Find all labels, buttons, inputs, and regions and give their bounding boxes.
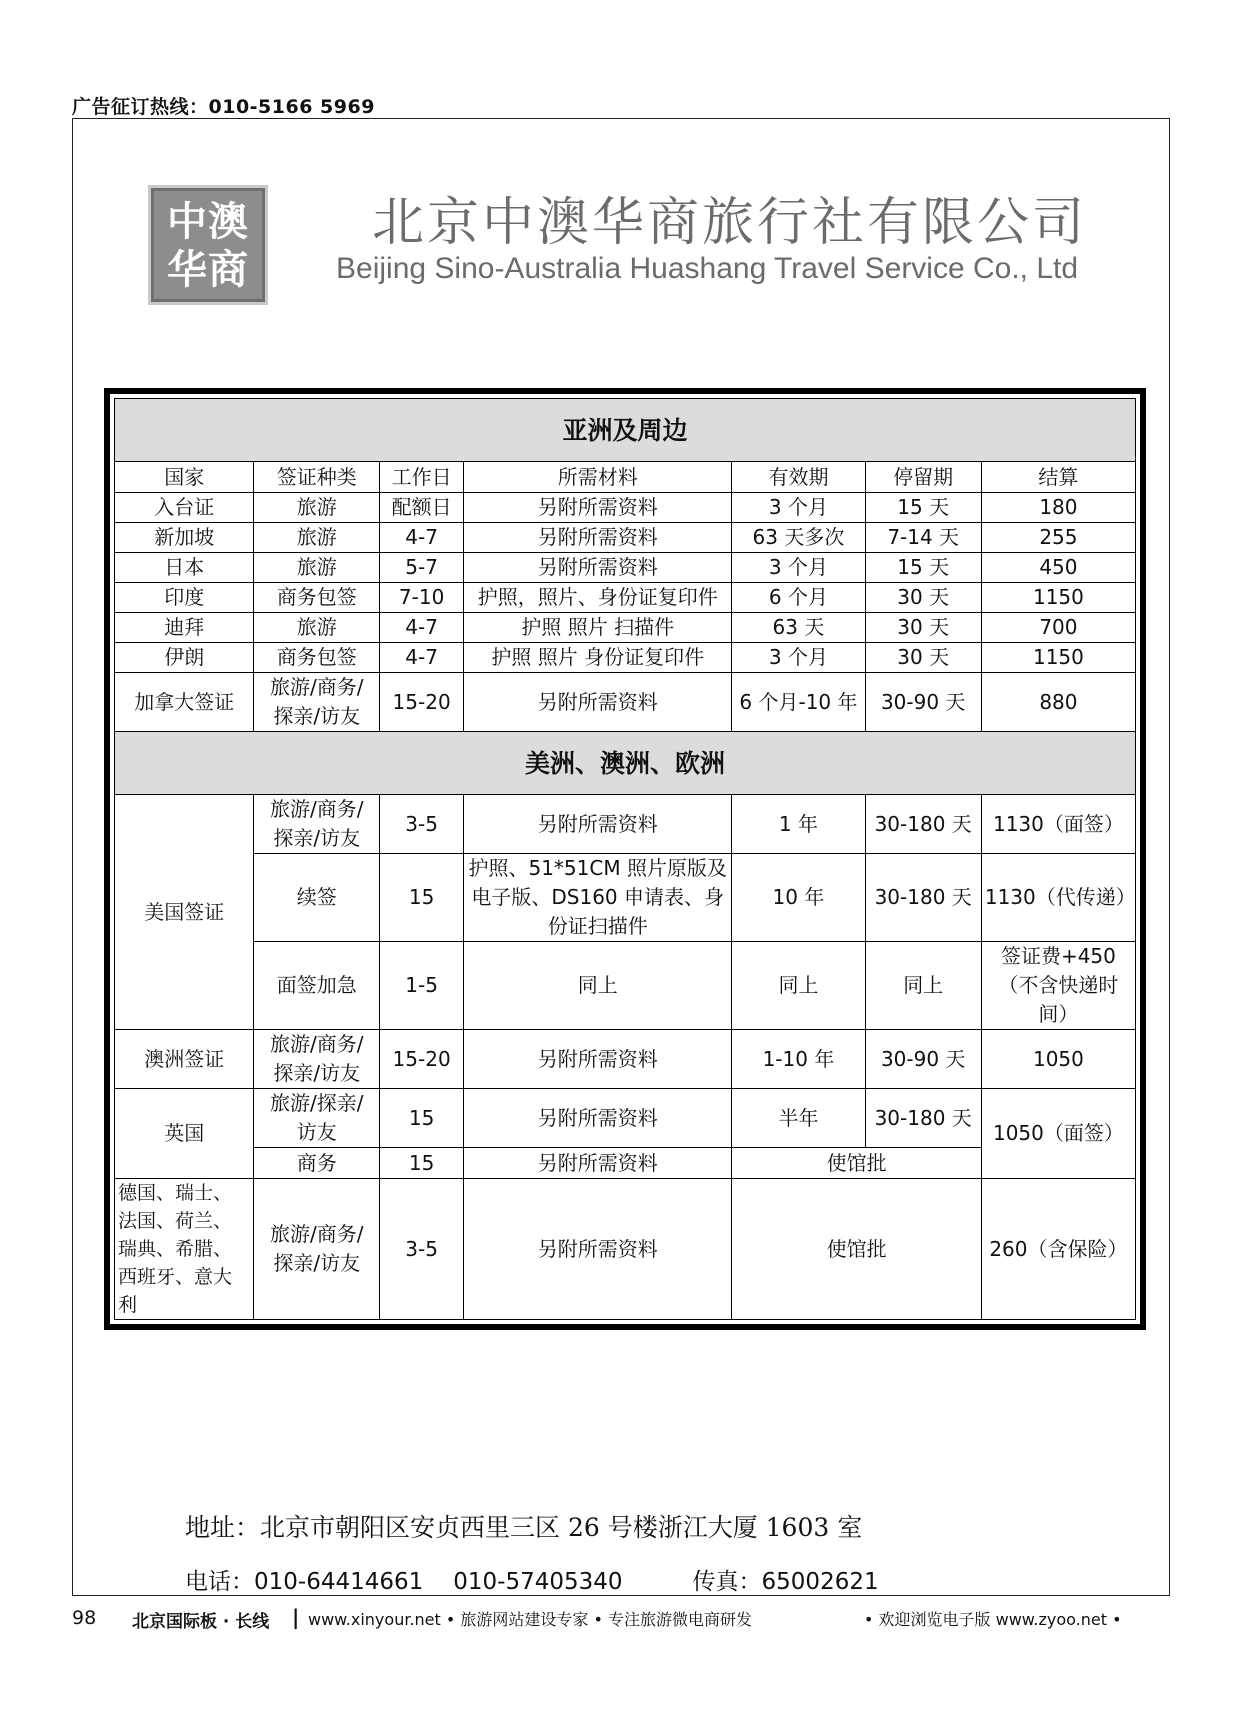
visa-price-table [104,388,1146,1330]
footer-separator: | [292,1605,300,1629]
cell-visa-type: 商务 [254,1148,380,1179]
cell-materials: 另附所需资料 [464,1030,732,1089]
cell-country: 英国 [115,1089,254,1179]
cell-visa-type: 旅游 [254,613,380,643]
section-row-west [115,732,1136,795]
cell-country: 迪拜 [115,613,254,643]
cell-work-days: 4-7 [380,523,464,553]
cell-validity: 1 年 [732,795,865,854]
cell-stay: 7-14 天 [865,523,981,553]
logo-line-1: 中澳 [167,198,249,245]
cell-materials: 另附所需资料 [464,795,732,854]
cell-visa-type: 旅游 [254,553,380,583]
cell-price: 1130（面签） [981,795,1135,854]
cell-stay: 同上 [865,942,981,1030]
header-validity: 有效期 [732,462,865,493]
cell-materials: 护照、51*51CM 照片原版及 电子版、DS160 申请表、身 份证扫描件 [464,854,732,942]
cell-validity: 使馆批 [732,1148,981,1179]
cell-materials: 护照，照片、身份证复印件 [464,583,732,613]
header-price: 结算 [981,462,1135,493]
table-row-schengen [115,1179,1136,1320]
cell-work-days: 7-10 [380,583,464,613]
cell-work-days: 15 [380,854,464,942]
cell-price: 1050（面签） [981,1089,1135,1179]
header-visa-type: 签证种类 [254,462,380,493]
cell-stay: 30 天 [865,643,981,673]
cell-visa-type: 旅游/商务/ 探亲/访友 [254,795,380,854]
logo-line-2: 华商 [167,246,249,293]
cell-price: 1050 [981,1030,1135,1089]
company-name-cn: 北京中澳华商旅行社有限公司 [372,193,1088,253]
cell-country: 德国、瑞士、 法国、荷兰、 瑞典、希腊、 西班牙、意大利 [115,1179,254,1320]
phone-label: 电话： [185,1569,254,1595]
header-stay: 停留期 [865,462,981,493]
cell-stay: 30-90 天 [865,673,981,732]
cell-materials: 另附所需资料 [464,1148,732,1179]
cell-price: 1150 [981,643,1135,673]
cell-visa-type: 商务包签 [254,643,380,673]
section-row-asia [115,399,1136,462]
header-work-days: 工作日 [380,462,464,493]
footer-brand: 北京国际板 · 长线 [132,1612,270,1632]
cell-work-days: 3-5 [380,795,464,854]
cell-price: 签证费+450 （不含快递时 间） [981,942,1135,1030]
cell-materials: 另附所需资料 [464,493,732,523]
cell-materials: 另附所需资料 [464,553,732,583]
cell-validity: 3 个月 [732,643,865,673]
cell-visa-type: 旅游/探亲/ 访友 [254,1089,380,1148]
company-name-en: Beijing Sino-Australia Huashang Travel Service Co., Ltd [336,252,1079,285]
cell-validity: 半年 [732,1089,865,1148]
cell-stay: 15 天 [865,493,981,523]
cell-validity: 3 个月 [732,493,865,523]
cell-work-days: 4-7 [380,643,464,673]
cell-stay: 30 天 [865,583,981,613]
ad-hotline: 广告征订热线：010-5166 5969 [72,96,375,118]
table-row [115,553,1136,583]
cell-visa-type: 商务包签 [254,583,380,613]
header-row [115,462,1136,493]
company-address: 地址：北京市朝阳区安贞西里三区 26 号楼浙江大厦 1603 室 [185,1513,863,1542]
cell-stay: 15 天 [865,553,981,583]
cell-validity: 10 年 [732,854,865,942]
cell-country: 加拿大签证 [115,673,254,732]
table-row [115,613,1136,643]
cell-country: 日本 [115,553,254,583]
cell-price: 180 [981,493,1135,523]
cell-stay: 30-90 天 [865,1030,981,1089]
cell-work-days: 4-7 [380,613,464,643]
cell-price: 880 [981,673,1135,732]
cell-work-days: 1-5 [380,942,464,1030]
cell-stay: 30 天 [865,613,981,643]
contact-line [185,1563,879,1596]
cell-materials: 另附所需资料 [464,523,732,553]
cell-work-days: 5-7 [380,553,464,583]
cell-visa-type: 旅游 [254,523,380,553]
cell-work-days: 配额日 [380,493,464,523]
cell-validity: 使馆批 [732,1179,981,1320]
table-row [115,643,1136,673]
header-materials: 所需材料 [464,462,732,493]
cell-validity: 同上 [732,942,865,1030]
cell-materials: 另附所需资料 [464,673,732,732]
cell-validity: 6 个月-10 年 [732,673,865,732]
table-row-usa [115,942,1136,1030]
footer-website[interactable]: www.xinyour.net • 旅游网站建设专家 • 专注旅游微电商研发 [308,1610,753,1629]
fax-number: 传真：65002621 [692,1569,879,1595]
header-country: 国家 [115,462,254,493]
section-title-asia: 亚洲及周边 [115,399,1136,462]
company-logo [148,185,268,305]
section-title-west: 美洲、澳洲、欧洲 [115,732,1136,795]
cell-visa-type: 续签 [254,854,380,942]
cell-validity: 63 天 [732,613,865,643]
phone-number-2: 010-57405340 [453,1569,623,1595]
table-row-uk [115,1089,1136,1148]
table-row-usa [115,795,1136,854]
cell-price: 260（含保险） [981,1179,1135,1320]
cell-visa-type: 旅游/商务/ 探亲/访友 [254,673,380,732]
cell-materials: 另附所需资料 [464,1089,732,1148]
footer-ebook-link[interactable]: • 欢迎浏览电子版 www.zyoo.net • [864,1610,1122,1629]
cell-stay: 30-180 天 [865,795,981,854]
cell-price: 1150 [981,583,1135,613]
cell-work-days: 15-20 [380,1030,464,1089]
table-row [115,673,1136,732]
cell-validity: 1-10 年 [732,1030,865,1089]
cell-materials: 护照 照片 身份证复印件 [464,643,732,673]
cell-visa-type: 旅游 [254,493,380,523]
cell-validity: 63 天多次 [732,523,865,553]
cell-work-days: 15-20 [380,673,464,732]
page-number: 98 [72,1607,97,1629]
cell-price: 1130（代传递） [981,854,1135,942]
table-row [115,523,1136,553]
cell-work-days: 15 [380,1089,464,1148]
cell-country: 新加坡 [115,523,254,553]
cell-materials: 另附所需资料 [464,1179,732,1320]
cell-country: 伊朗 [115,643,254,673]
cell-validity: 3 个月 [732,553,865,583]
cell-work-days: 3-5 [380,1179,464,1320]
cell-materials: 护照 照片 扫描件 [464,613,732,643]
cell-materials: 同上 [464,942,732,1030]
cell-visa-type: 旅游/商务/ 探亲/访友 [254,1030,380,1089]
table-row-australia [115,1030,1136,1089]
phone-number-1: 010-64414661 [254,1569,424,1595]
cell-price: 700 [981,613,1135,643]
cell-visa-type: 旅游/商务/ 探亲/访友 [254,1179,380,1320]
cell-country: 印度 [115,583,254,613]
cell-work-days: 15 [380,1148,464,1179]
cell-price: 255 [981,523,1135,553]
cell-price: 450 [981,553,1135,583]
cell-country: 入台证 [115,493,254,523]
cell-visa-type: 面签加急 [254,942,380,1030]
cell-country: 美国签证 [115,795,254,1030]
table-row-usa [115,854,1136,942]
table-row [115,583,1136,613]
cell-stay: 30-180 天 [865,1089,981,1148]
table-row [115,493,1136,523]
cell-country: 澳洲签证 [115,1030,254,1089]
cell-stay: 30-180 天 [865,854,981,942]
cell-validity: 6 个月 [732,583,865,613]
